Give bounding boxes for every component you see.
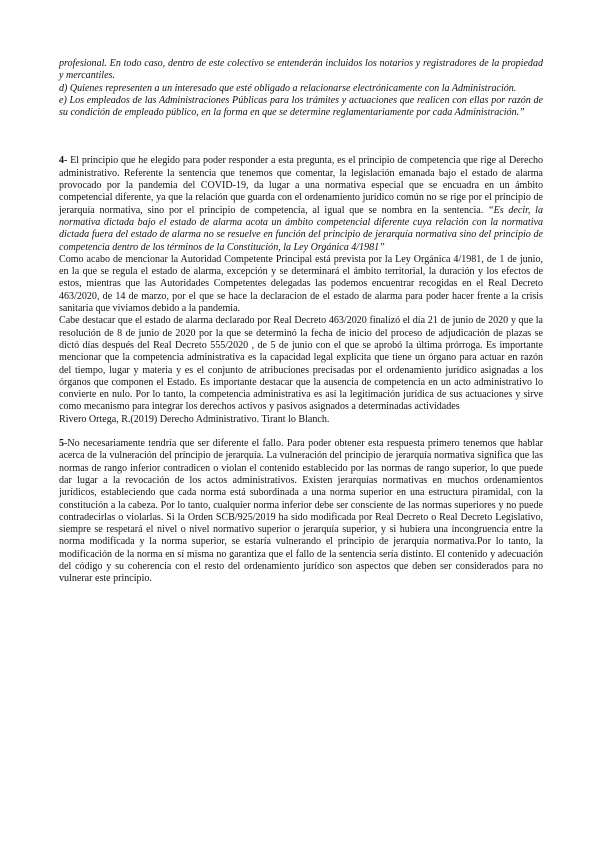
answer-4-paragraph-3: Cabe destacar que el estado de alarma declarado por Real Decreto 463/2020 finalizó el día 21 de junio de 2020 y que la resolución de 8 de junio de 2020 por la que se determinó la fecha de inicio del proceso de adjudicación de plazas se dictó días después del Real Decreto 555/2020 , de 5 de junio con el que se aprobó la última prórroga. Es importante mencionar que la competencia administrativa es la capacidad legal explícita que tiene un órgano para actuar en razón del tiempo, lugar y materia y es el conjunto de atribuciones precisadas por el ordenamiento jurídico asignadas a los órganos que componen el Estado. Es importante destacar que la ausencia de competencia en un acto administrativo lo convierte en nulo. Por lo tanto, la competencia administrativa es así la legitimación jurídica de sus actuaciones y sirve como mecanismo para integrar los derechos activos y pasivos asignados a determinadas actividades <box>59 315 543 413</box>
quote-item-d: d) Quienes representen a un interesado que esté obligado a relacionarse electrónicamente con la Administración. <box>59 82 517 94</box>
answer-5-paragraph <box>59 438 543 586</box>
answer-5-number: 5 <box>59 438 65 450</box>
answer-4-number: 4- <box>59 155 68 167</box>
spacer <box>59 426 543 438</box>
quote-continuation: profesional. En todo caso, dentro de este colectivo se entenderán incluidos los notarios y registradores de la propiedad y mercantiles. <box>59 58 543 82</box>
answer-4-intro-text: El principio que he elegido para poder responder a esta pregunta, es el principio de competencia que rige al Derecho administrativo. Referente la sentencia que tenemos que comentar, la legislación emanada bajo el estado de alarma provocado por la pandemia del COVID-19, da lugar a una normativa especial que se encuadra en un ámbito competencial diferente, ya que la relación que guarda con el ordenamiento jurídico común no se rige por el principio de jerarquía normativa, sino por el principio de competencia, al igual que se nombra en la sentencia. <box>59 155 543 216</box>
answer-4-citation: “Es decir, la normativa dictada bajo el estado de alarma acota un ámbito competencial diferente cuya relación con la normativa dictada fuera del estado de alarma no se resuelve en función del principio de jerarquía normativa sino del principio de competencia dentro de los términos de la Constitución, la Ley Orgánica 4/1981” <box>59 204 543 253</box>
answer-4-intro-paragraph <box>59 155 543 253</box>
quoted-legal-text <box>59 58 543 119</box>
answer-4-reference: Rivero Ortega, R.(2019) Derecho Administrativo. Tirant lo Blanch. <box>59 413 330 425</box>
answer-4-paragraph-2: Como acabo de mencionar la Autoridad Competente Principal está prevista por la Ley Orgánica 4/1981, de 1 de junio, en la que se regula el estado de alarma, excepción y se determinará el ámbito territorial, la duración y los efectos de estos, mientras que las Autoridades Competentes delegadas las podemos encuentrar recogidas en el Real Decreto 463/2020, de 14 de marzo, por el que se hace la declaracion de el estado de alarma para poder hacer frente a la crisis sanitaria que viviamos debido a la pandemia. <box>59 253 543 315</box>
answer-4 <box>59 155 543 426</box>
answer-5 <box>59 438 543 586</box>
answer-5-text: -No necesariamente tendría que ser diferente el fallo. Para poder obtener esta respuesta primero tenemos que hablar acerca de la vulneración del principio de jerarquía. La vulneración del principio de jerarquía normativa significa que las normas de rango inferior contradicen o violan el contenido establecido por las normas de rango superior, lo que puede dar lugar a la revocación de los actos administrativos. Existen jerarquías normativas en muchos ordenamientos jurídicos, estableciendo que cada norma está subordinada a una norma superior en una estructura piramidal, con la constitución a la cabeza. Por lo tanto, cualquier norma inferior debe ser consciente de las normas superiores y no puede contradecirlas o violarlas. Si la Orden SCB/925/2019 ha sido modificada por Real Decreto o Real Decreto Legislativo, siempre se respetará el nivel o nivel normativo superior o jerarquía superior, y si hubiera una incongruencia entre la norma modificada y la norma superior, se estaría vulnerando el principio de jerarquía normativa.Por lo tanto, la modificación de la norma en sí misma no garantiza que el fallo de la sentencia sería distinto. El contenido y adecuación del código y su coherencia con el resto del ordenamiento jurídico son aspectos que deben ser considerados para no vulnerar este principio. <box>59 438 543 585</box>
spacer <box>59 119 543 155</box>
quote-item-e: e) Los empleados de las Administraciones Públicas para los trámites y actuaciones que realicen con ellas por razón de su condición de empleado público, en la forma en que se determine reglamentariamente por cada Administración.” <box>59 94 543 119</box>
